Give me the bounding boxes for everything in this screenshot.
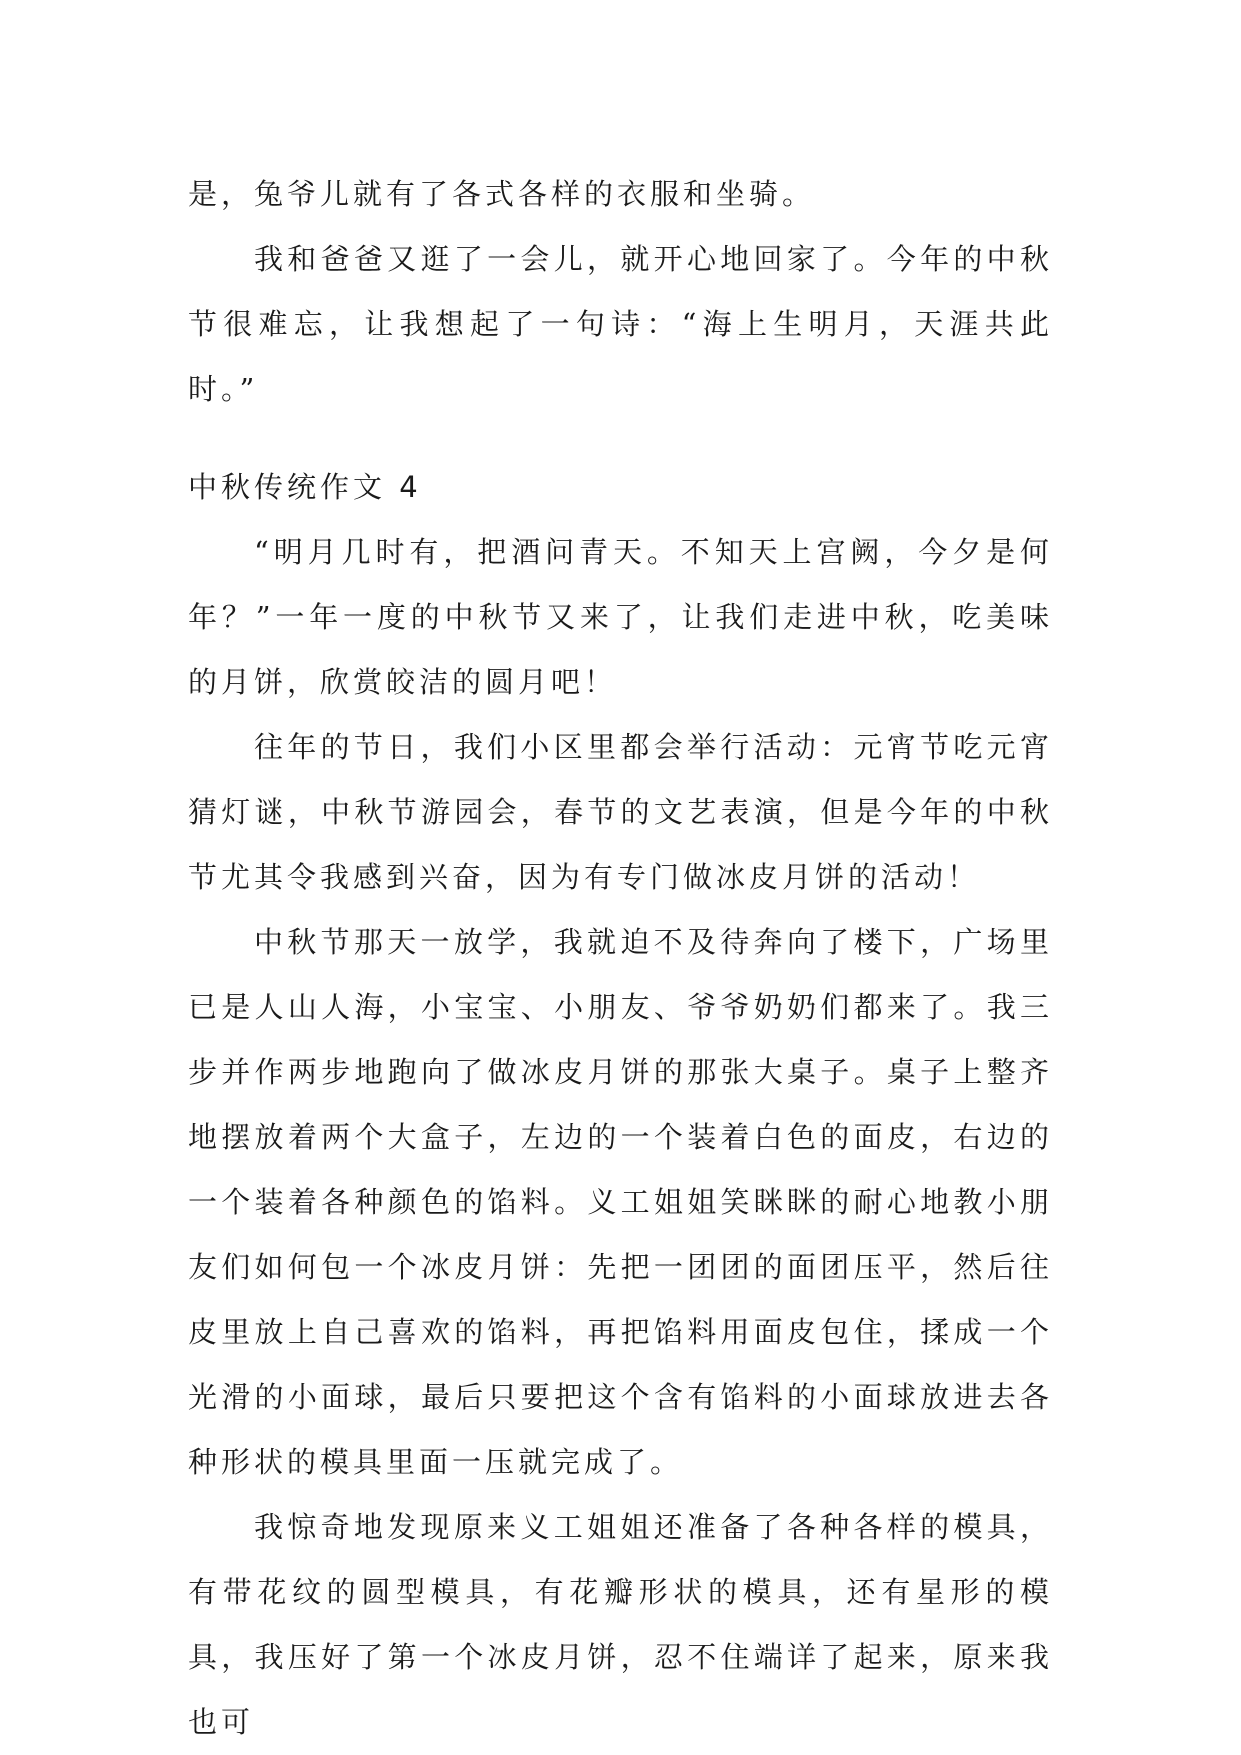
- paragraph-molds: 我惊奇地发现原来义工姐姐还准备了各种各样的模具，有带花纹的圆型模具，有花瓣形状的模具，还有星形的模具，我压好了第一个冰皮月饼，忍不住端详了起来，原来我也可: [188, 1510, 1053, 1739]
- paragraph-going-home: 我和爸爸又逛了一会儿，就开心地回家了。今年的中秋节很难忘，让我想起了一句诗：“海上生明月，天涯共此时。”: [188, 242, 1053, 406]
- paragraph-continuation: 是，兔爷儿就有了各式各样的衣服和坐骑。: [188, 177, 816, 211]
- paragraph-past-festivals: 往年的节日，我们小区里都会举行活动：元宵节吃元宵猜灯谜，中秋节游园会，春节的文艺表演，但是今年的中秋节尤其令我感到兴奋，因为有专门做冰皮月饼的活动！: [188, 730, 1053, 894]
- paragraph-poem-intro: “明月几时有，把酒问青天。不知天上宫阙，今夕是何年？”一年一度的中秋节又来了，让我们走进中秋，吃美味的月饼，欣赏皎洁的圆月吧！: [188, 535, 1053, 699]
- paragraph-making-mooncakes: 中秋节那天一放学，我就迫不及待奔向了楼下，广场里已是人山人海，小宝宝、小朋友、爷爷奶奶们都来了。我三步并作两步地跑向了做冰皮月饼的那张大桌子。桌子上整齐地摆放着两个大盒子，左边的一个装着白色的面皮，右边的一个装着各种颜色的馅料。义工姐姐笑眯眯的耐心地教小朋友们如何包一个冰皮月饼：先把一团团的面团压平，然后往皮里放上自己喜欢的馅料，再把馅料用面皮包住，揉成一个光滑的小面球，最后只要把这个含有馅料的小面球放进去各种形状的模具里面一压就完成了。: [188, 925, 1053, 1479]
- document-body: [188, 162, 1053, 1755]
- section-title: 中秋传统作文 4: [188, 470, 422, 504]
